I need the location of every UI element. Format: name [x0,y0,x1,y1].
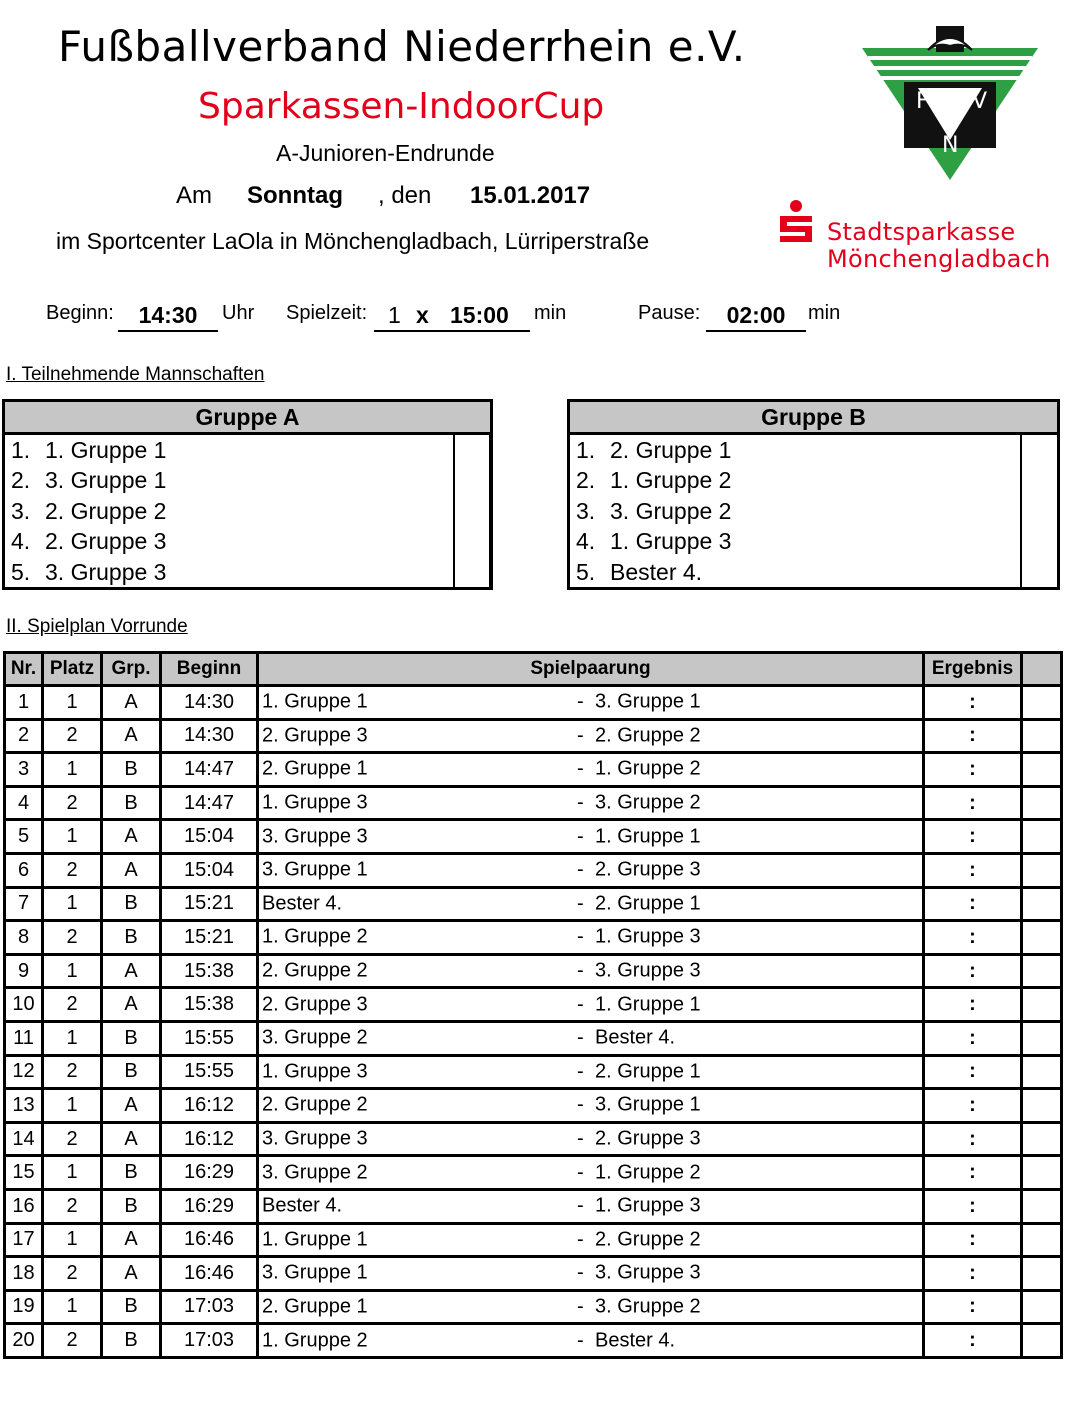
table-row [5,853,1062,887]
result-separator: : [969,925,976,948]
home-team: 3. Gruppe 3 [262,825,368,848]
match-result[interactable] [924,988,1022,1022]
sparkasse-s-icon [776,200,816,246]
home-team: 2. Gruppe 3 [262,993,368,1016]
match-pairing [258,1257,924,1291]
match-time: 15:21 [161,921,258,955]
group-a-title: Gruppe A [5,402,490,435]
match-platz: 2 [43,921,102,955]
match-pairing [258,954,924,988]
match-platz: 1 [43,1021,102,1055]
away-team: 3. Gruppe 1 [595,1093,701,1116]
match-platz: 1 [43,1223,102,1257]
pairing-separator: - [577,892,584,915]
match-result[interactable] [924,1156,1022,1190]
match-result[interactable] [924,786,1022,820]
result-separator: : [969,1295,976,1318]
match-time: 16:12 [161,1122,258,1156]
match-extra [1022,988,1062,1022]
header-grp: Grp. [102,653,161,686]
pause-value: 02:00 [706,300,806,332]
match-pairing [258,1021,924,1055]
match-pairing [258,1055,924,1089]
away-team: 3. Gruppe 2 [595,791,701,814]
match-pairing [258,719,924,753]
away-team: 1. Gruppe 3 [595,925,701,948]
result-separator: : [969,993,976,1016]
match-extra [1022,686,1062,720]
group-b-title: Gruppe B [570,402,1057,435]
home-team: 3. Gruppe 1 [262,1261,368,1284]
pairing-separator: - [577,1093,584,1116]
home-team: 3. Gruppe 2 [262,1161,368,1184]
group-b-team: 3. 3. Gruppe 2 [576,497,732,524]
header-nr: Nr. [5,653,43,686]
table-row [5,1257,1062,1291]
group-b-box [567,399,1060,590]
result-separator: : [969,825,976,848]
match-nr: 20 [5,1324,43,1358]
match-group: A [102,1122,161,1156]
match-nr: 12 [5,1055,43,1089]
result-separator: : [969,1060,976,1083]
match-group: B [102,753,161,787]
playtime-label: Spielzeit: [286,302,368,324]
match-time: 15:21 [161,887,258,921]
away-team: 2. Gruppe 1 [595,892,701,915]
table-row [5,1055,1062,1089]
away-team: 2. Gruppe 1 [595,1060,701,1083]
away-team: 1. Gruppe 2 [595,757,701,780]
match-group: B [102,887,161,921]
match-result[interactable] [924,1055,1022,1089]
match-time: 16:46 [161,1223,258,1257]
match-platz: 1 [43,1290,102,1324]
table-row [5,887,1062,921]
playtime-count: 1 [388,302,401,328]
away-team: Bester 4. [595,1026,676,1049]
match-result[interactable] [924,1223,1022,1257]
match-pairing [258,1290,924,1324]
match-nr: 6 [5,853,43,887]
result-separator: : [969,858,976,881]
match-extra [1022,1156,1062,1190]
match-group: B [102,786,161,820]
home-team: 3. Gruppe 3 [262,1127,368,1150]
match-result[interactable] [924,921,1022,955]
match-group: A [102,1223,161,1257]
match-result[interactable] [924,753,1022,787]
match-time: 14:47 [161,753,258,787]
result-separator: : [969,959,976,982]
match-result[interactable] [924,887,1022,921]
match-group: B [102,1189,161,1223]
match-time: 16:29 [161,1189,258,1223]
match-group: A [102,954,161,988]
home-team: 2. Gruppe 2 [262,1093,368,1116]
table-row [5,1021,1062,1055]
away-team: 2. Gruppe 3 [595,858,701,881]
match-group: B [102,1324,161,1358]
result-separator: : [969,724,976,747]
schedule-table [3,651,1063,1359]
match-pairing [258,887,924,921]
pairing-separator: - [577,1161,584,1184]
table-row [5,686,1062,720]
home-team: 2. Gruppe 2 [262,959,368,982]
match-extra [1022,1021,1062,1055]
match-group: A [102,1257,161,1291]
group-a-team: 5. 3. Gruppe 3 [11,558,167,585]
pairing-separator: - [577,959,584,982]
match-pairing [258,1324,924,1358]
home-team: 1. Gruppe 3 [262,1060,368,1083]
table-row [5,1156,1062,1190]
match-platz: 2 [43,1055,102,1089]
match-pairing [258,786,924,820]
result-separator: : [969,1161,976,1184]
group-a-team: 3. 2. Gruppe 2 [11,497,167,524]
match-platz: 1 [43,1156,102,1190]
fvn-letter-n: N [942,133,959,158]
pairing-separator: - [577,1127,584,1150]
sponsor-line1: Stadtsparkasse [827,218,1016,246]
match-extra [1022,1324,1062,1358]
match-platz: 2 [43,1324,102,1358]
weekday: Sonntag [247,182,343,209]
match-time: 15:38 [161,954,258,988]
pairing-separator: - [577,1194,584,1217]
start-label: Beginn: [46,302,114,324]
match-extra [1022,1055,1062,1089]
match-nr: 10 [5,988,43,1022]
section-teams-title: I. Teilnehmende Mannschaften [6,364,265,385]
match-nr: 8 [5,921,43,955]
group-a-list [5,435,490,587]
match-time: 15:38 [161,988,258,1022]
away-team: 3. Gruppe 3 [595,1261,701,1284]
match-time: 15:55 [161,1021,258,1055]
pairing-separator: - [577,1060,584,1083]
fvn-logo [858,22,1042,182]
home-team: 2. Gruppe 1 [262,757,368,780]
table-row [5,719,1062,753]
match-time: 15:04 [161,853,258,887]
sponsor-line2: Mönchengladbach [827,245,1051,273]
away-team: 2. Gruppe 2 [595,724,701,747]
match-time: 17:03 [161,1290,258,1324]
match-result[interactable] [924,1257,1022,1291]
match-time: 17:03 [161,1324,258,1358]
playtime-unit: min [534,302,567,324]
match-pairing [258,853,924,887]
match-pairing [258,1122,924,1156]
match-group: A [102,820,161,854]
away-team: 1. Gruppe 1 [595,825,701,848]
match-result[interactable] [924,820,1022,854]
round-label: A-Junioren-Endrunde [276,140,495,166]
home-team: 2. Gruppe 3 [262,724,368,747]
match-time: 14:30 [161,719,258,753]
match-nr: 15 [5,1156,43,1190]
section-schedule-title: II. Spielplan Vorrunde [6,616,188,637]
match-group: B [102,1290,161,1324]
pairing-separator: - [577,690,584,713]
result-separator: : [969,791,976,814]
match-pairing [258,820,924,854]
fvn-letter-f: F [916,89,929,114]
group-b-team: 2. 1. Gruppe 2 [576,467,732,494]
table-row [5,820,1062,854]
match-pairing [258,921,924,955]
match-result[interactable] [924,1021,1022,1055]
match-nr: 13 [5,1089,43,1123]
home-team: 1. Gruppe 1 [262,1228,368,1251]
table-row [5,786,1062,820]
pairing-separator: - [577,1261,584,1284]
match-nr: 5 [5,820,43,854]
match-nr: 18 [5,1257,43,1291]
result-separator: : [969,1228,976,1251]
playtime-value: 15:00 [450,302,509,328]
match-result[interactable] [924,686,1022,720]
header-platz: Platz [43,653,102,686]
match-extra [1022,1189,1062,1223]
match-platz: 2 [43,1122,102,1156]
match-platz: 2 [43,1189,102,1223]
table-row [5,921,1062,955]
tournament-name: Sparkassen-IndoorCup [198,86,605,127]
result-separator: : [969,892,976,915]
match-pairing [258,1189,924,1223]
pairing-separator: - [577,791,584,814]
start-unit: Uhr [222,302,255,324]
header-beginn: Beginn [161,653,258,686]
start-value: 14:30 [118,300,218,332]
table-row [5,1324,1062,1358]
match-group: B [102,921,161,955]
group-a-team: 1. 1. Gruppe 1 [11,437,167,463]
match-group: A [102,686,161,720]
pairing-separator: - [577,993,584,1016]
group-a-team: 4. 2. Gruppe 3 [11,528,167,555]
page-title: Fußballverband Niederrhein e.V. [58,22,746,71]
match-time: 16:29 [161,1156,258,1190]
pairing-separator: - [577,825,584,848]
match-extra [1022,1257,1062,1291]
match-extra [1022,1089,1062,1123]
away-team: 1. Gruppe 2 [595,1161,701,1184]
match-result[interactable] [924,1290,1022,1324]
match-nr: 4 [5,786,43,820]
fvn-letter-v: V [972,89,988,114]
match-platz: 1 [43,954,102,988]
playtime-x: x [416,302,429,328]
match-extra [1022,820,1062,854]
table-row [5,1223,1062,1257]
match-result[interactable] [924,719,1022,753]
playtime-field [374,300,530,332]
result-separator: : [969,1261,976,1284]
match-platz: 2 [43,1257,102,1291]
pause-unit: min [808,302,841,324]
match-nr: 19 [5,1290,43,1324]
match-group: A [102,853,161,887]
group-a-box [2,399,493,590]
match-platz: 1 [43,820,102,854]
match-platz: 1 [43,686,102,720]
pairing-separator: - [577,1295,584,1318]
group-b-team: 1. 2. Gruppe 1 [576,437,732,463]
pairing-separator: - [577,858,584,881]
match-pairing [258,753,924,787]
away-team: 3. Gruppe 2 [595,1295,701,1318]
away-team: 3. Gruppe 3 [595,959,701,982]
home-team: 1. Gruppe 2 [262,925,368,948]
schedule-body [5,686,1062,1358]
match-pairing [258,988,924,1022]
group-b-team: 5. Bester 4. [576,558,703,585]
group-b-team: 4. 1. Gruppe 3 [576,528,732,555]
match-pairing [258,1089,924,1123]
match-nr: 14 [5,1122,43,1156]
match-group: B [102,1021,161,1055]
match-platz: 2 [43,988,102,1022]
table-row [5,988,1062,1022]
home-team: Bester 4. [262,1194,343,1217]
match-result[interactable] [924,1122,1022,1156]
away-team: 1. Gruppe 1 [595,993,701,1016]
match-time: 15:04 [161,820,258,854]
match-time: 14:47 [161,786,258,820]
match-nr: 7 [5,887,43,921]
result-separator: : [969,1093,976,1116]
table-row [5,1122,1062,1156]
away-team: 2. Gruppe 2 [595,1228,701,1251]
match-nr: 11 [5,1021,43,1055]
match-result[interactable] [924,954,1022,988]
pause-label: Pause: [638,302,701,324]
match-result[interactable] [924,853,1022,887]
result-separator: : [969,1127,976,1150]
away-team: 1. Gruppe 3 [595,1194,701,1217]
home-team: 1. Gruppe 1 [262,690,368,713]
schedule-header-row [5,653,1062,686]
match-pairing [258,686,924,720]
sponsor-logo [776,198,1066,278]
match-nr: 2 [5,719,43,753]
table-row [5,1290,1062,1324]
away-team: Bester 4. [595,1329,676,1352]
pairing-separator: - [577,1329,584,1352]
match-time: 16:12 [161,1089,258,1123]
home-team: 1. Gruppe 2 [262,1329,368,1352]
home-team: 3. Gruppe 1 [262,858,368,881]
match-nr: 3 [5,753,43,787]
match-platz: 1 [43,1089,102,1123]
away-team: 2. Gruppe 3 [595,1127,701,1150]
match-pairing [258,1223,924,1257]
result-separator: : [969,757,976,780]
home-team: 3. Gruppe 2 [262,1026,368,1049]
pairing-separator: - [577,1228,584,1251]
header-result: Ergebnis [924,653,1022,686]
home-team: Bester 4. [262,892,343,915]
match-extra [1022,1223,1062,1257]
match-nr: 16 [5,1189,43,1223]
match-extra [1022,853,1062,887]
pairing-separator: - [577,757,584,780]
match-extra [1022,719,1062,753]
match-group: A [102,1089,161,1123]
match-group: B [102,1055,161,1089]
match-nr: 9 [5,954,43,988]
match-group: B [102,1156,161,1190]
match-extra [1022,753,1062,787]
match-group: A [102,719,161,753]
match-extra [1022,1122,1062,1156]
pairing-separator: - [577,724,584,747]
group-b-list [570,435,1057,587]
match-extra [1022,786,1062,820]
match-nr: 17 [5,1223,43,1257]
home-team: 1. Gruppe 3 [262,791,368,814]
match-nr: 1 [5,686,43,720]
match-group: A [102,988,161,1022]
result-separator: : [969,690,976,713]
event-date: 15.01.2017 [470,182,591,209]
match-time: 16:46 [161,1257,258,1291]
header-pairing: Spielpaarung [258,653,924,686]
match-result[interactable] [924,1089,1022,1123]
match-result[interactable] [924,1189,1022,1223]
table-row [5,1089,1062,1123]
pairing-separator: - [577,925,584,948]
match-platz: 1 [43,887,102,921]
match-extra [1022,954,1062,988]
result-separator: : [969,1329,976,1352]
match-platz: 2 [43,719,102,753]
result-separator: : [969,1194,976,1217]
result-separator: : [969,1026,976,1049]
table-row [5,954,1062,988]
match-extra [1022,887,1062,921]
match-platz: 2 [43,786,102,820]
header-extra [1022,653,1062,686]
match-pairing [258,1156,924,1190]
home-team: 2. Gruppe 1 [262,1295,368,1318]
pairing-separator: - [577,1026,584,1049]
match-time: 14:30 [161,686,258,720]
table-row [5,753,1062,787]
date-prefix: Am [176,182,212,209]
match-time: 15:55 [161,1055,258,1089]
date-mid: , den [378,182,432,209]
venue: im Sportcenter LaOla in Mönchengladbach, Lürriperstraße [56,228,650,254]
group-a-team: 2. 3. Gruppe 1 [11,467,167,494]
match-extra [1022,921,1062,955]
match-extra [1022,1290,1062,1324]
away-team: 3. Gruppe 1 [595,690,701,713]
match-platz: 1 [43,753,102,787]
match-platz: 2 [43,853,102,887]
table-row [5,1189,1062,1223]
match-result[interactable] [924,1324,1022,1358]
